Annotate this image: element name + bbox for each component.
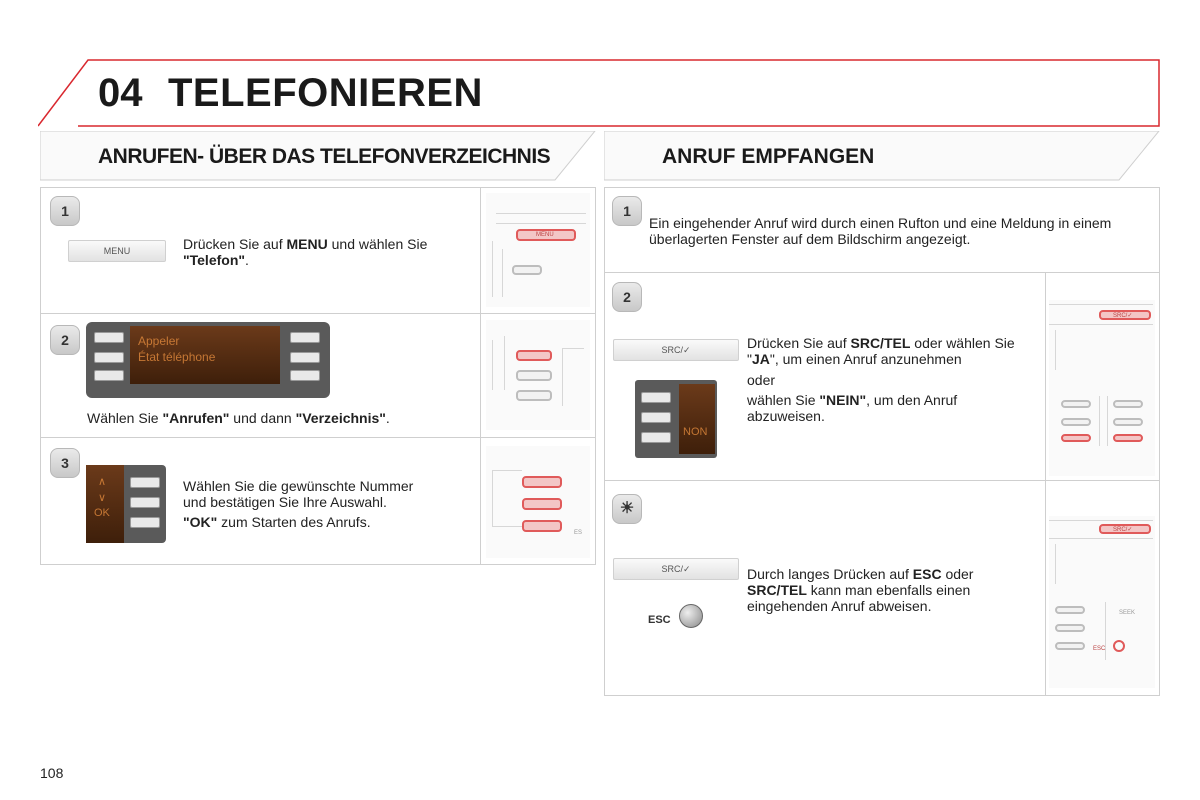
step-badge: 1 — [50, 196, 80, 226]
src-tel-button[interactable]: SRC/✓ — [613, 339, 739, 361]
reject-esc-instruction: Durch langes Drücken auf ESC oder SRC/TEL kann man ebenfalls einen eingehenden Anruf abweisen. — [747, 566, 974, 614]
radio-display-answer: NON — [635, 380, 717, 458]
esc-label: ESC — [648, 614, 671, 626]
answer-call-instruction: Drücken Sie auf SRC/TEL oder wählen Sie "JA", um einen Anruf anzunehmen — [747, 335, 1015, 367]
incoming-call-description: Ein eingehender Anruf wird durch einen Rufton und eine Meldung in einem überlagerten Fenster auf dem Bildschirm angezeigt. — [649, 215, 1112, 247]
or-text: oder — [747, 372, 776, 388]
chapter-header — [38, 58, 1160, 128]
step-badge: 3 — [50, 448, 80, 478]
reject-call-instruction: wählen Sie "NEIN", um den Anruf abzuweisen. — [747, 392, 958, 424]
left-section-title: ANRUFEN- ÜBER DAS TELEFONVERZEICHNIS — [98, 145, 551, 168]
lamp-icon: ☀ — [612, 494, 642, 524]
radio-src-thumbnail: SRC/✓ — [1049, 300, 1155, 476]
menu-button[interactable]: MENU — [68, 240, 166, 262]
radio-esc-thumbnail: SRC/✓ SEEK ESC — [1049, 516, 1155, 688]
page-number: 108 — [40, 765, 64, 781]
step-2-instruction: Wählen Sie "Anrufen" und dann "Verzeichnis". — [87, 410, 390, 426]
radio-ok-buttons-thumbnail: ES — [486, 446, 590, 558]
step-badge: 2 — [50, 325, 80, 355]
right-section-header — [604, 131, 1160, 181]
src-tel-button-long-press[interactable]: SRC/✓ — [613, 558, 739, 580]
esc-button[interactable] — [679, 604, 703, 628]
step-1-instruction: Drücken Sie auf MENU und wählen Sie "Telefon". — [183, 236, 428, 268]
radio-buttons-thumbnail — [486, 320, 590, 430]
left-section-header — [40, 131, 596, 181]
step-badge: 2 — [612, 282, 642, 312]
chapter-number: 04 — [98, 71, 143, 115]
step-badge: 1 — [612, 196, 642, 226]
step-3-instruction: Wählen Sie die gewünschte Nummer und bestätigen Sie Ihre Auswahl. "OK" zum Starten des Anrufs. — [183, 478, 414, 530]
radio-display-ok: ∧ ∨ OK — [86, 465, 166, 543]
radio-panel-thumbnail: MENU — [486, 193, 590, 307]
chapter-title: TELEFONIEREN — [168, 71, 483, 115]
radio-display-phone-menu: Appeler État téléphone — [86, 322, 330, 398]
right-section-title: ANRUF EMPFANGEN — [662, 145, 875, 168]
